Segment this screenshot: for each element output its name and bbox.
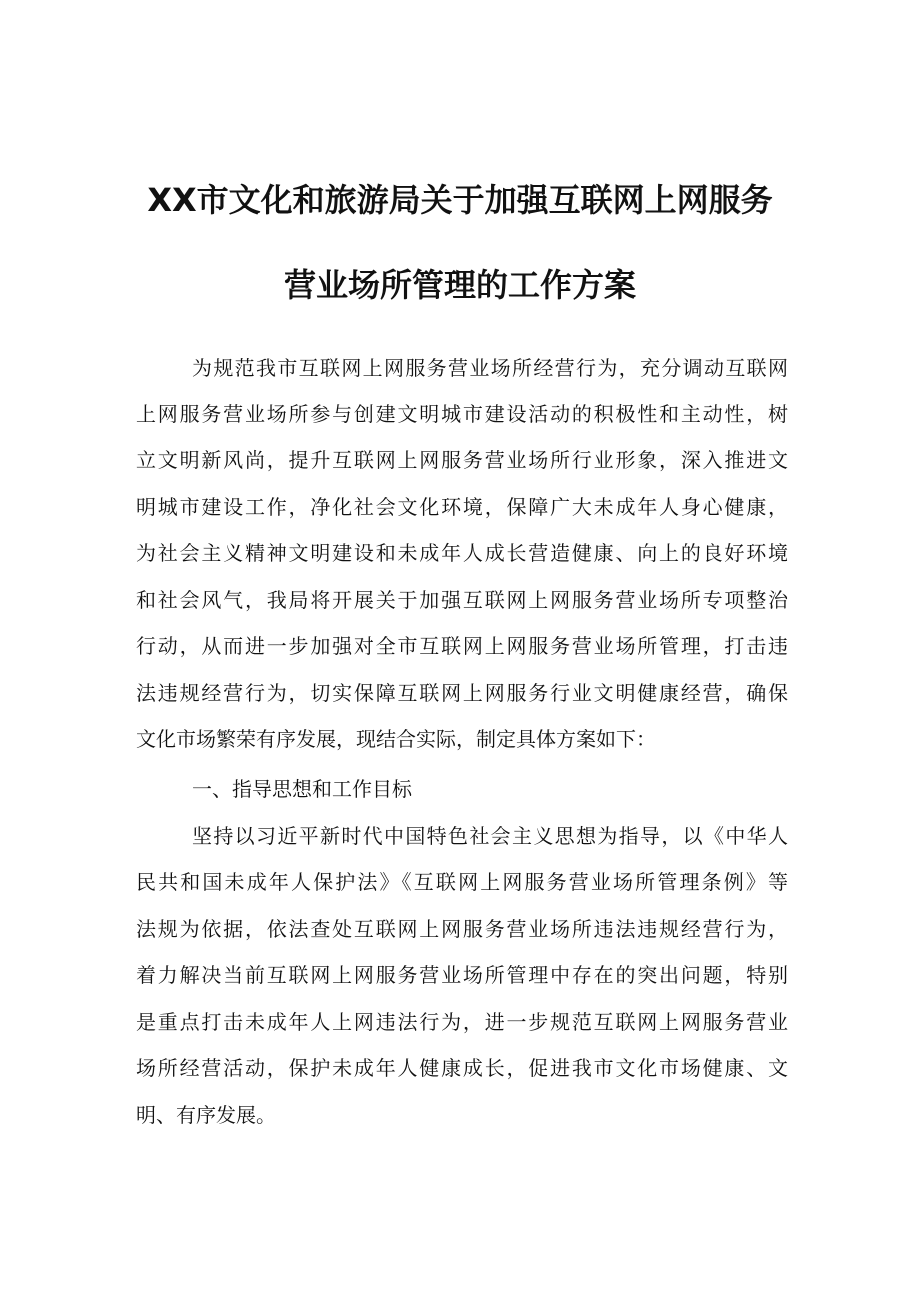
section-heading-1: 一、指导思想和工作目标 [192,777,412,801]
paragraph-2-line: 场所经营活动，保护未成年人健康成长，促进我市文化市场健康、文 [136,1056,788,1080]
paragraph-1-line: 文化市场繁荣有序发展，现结合实际，制定具体方案如下： [136,727,656,751]
paragraph-2-line: 民共和国未成年人保护法》《互联网上网服务营业场所管理条例》等 [136,870,788,894]
paragraph-1-line: 明城市建设工作，净化社会文化环境，保障广大未成年人身心健康， [136,495,788,519]
paragraph-1-line: 上网服务营业场所参与创建文明城市建设活动的积极性和主动性，树 [136,402,788,426]
paragraph-1-line: 为规范我市互联网上网服务营业场所经营行为，充分调动互联网 [192,356,788,380]
paragraph-1-line: 和社会风气，我局将开展关于加强互联网上网服务营业场所专项整治 [136,588,788,612]
paragraph-2-line: 是重点打击未成年人上网违法行为，进一步规范互联网上网服务营业 [136,1010,788,1034]
paragraph-1-line: 法违规经营行为，切实保障互联网上网服务行业文明健康经营，确保 [136,681,788,705]
paragraph-1-line: 行动，从而进一步加强对全市互联网上网服务营业场所管理，打击违 [136,634,788,658]
paragraph-1-line: 立文明新风尚，提升互联网上网服务营业场所行业形象，深入推进文 [136,448,788,472]
document-title-line-2: 营业场所管理的工作方案 [283,266,636,304]
paragraph-2-line: 明、有序发展。 [136,1103,276,1127]
paragraph-2-line: 着力解决当前互联网上网服务营业场所管理中存在的突出问题，特别 [136,963,788,987]
paragraph-2-line: 坚持以习近平新时代中国特色社会主义思想为指导，以《中华人 [192,824,788,848]
document-title-line-1: XX市文化和旅游局关于加强互联网上网服务 [147,181,773,219]
paragraph-2-line: 法规为依据，依法查处互联网上网服务营业场所违法违规经营行为， [136,917,788,941]
paragraph-1-line: 为社会主义精神文明建设和未成年人成长营造健康、向上的良好环境 [136,541,788,565]
